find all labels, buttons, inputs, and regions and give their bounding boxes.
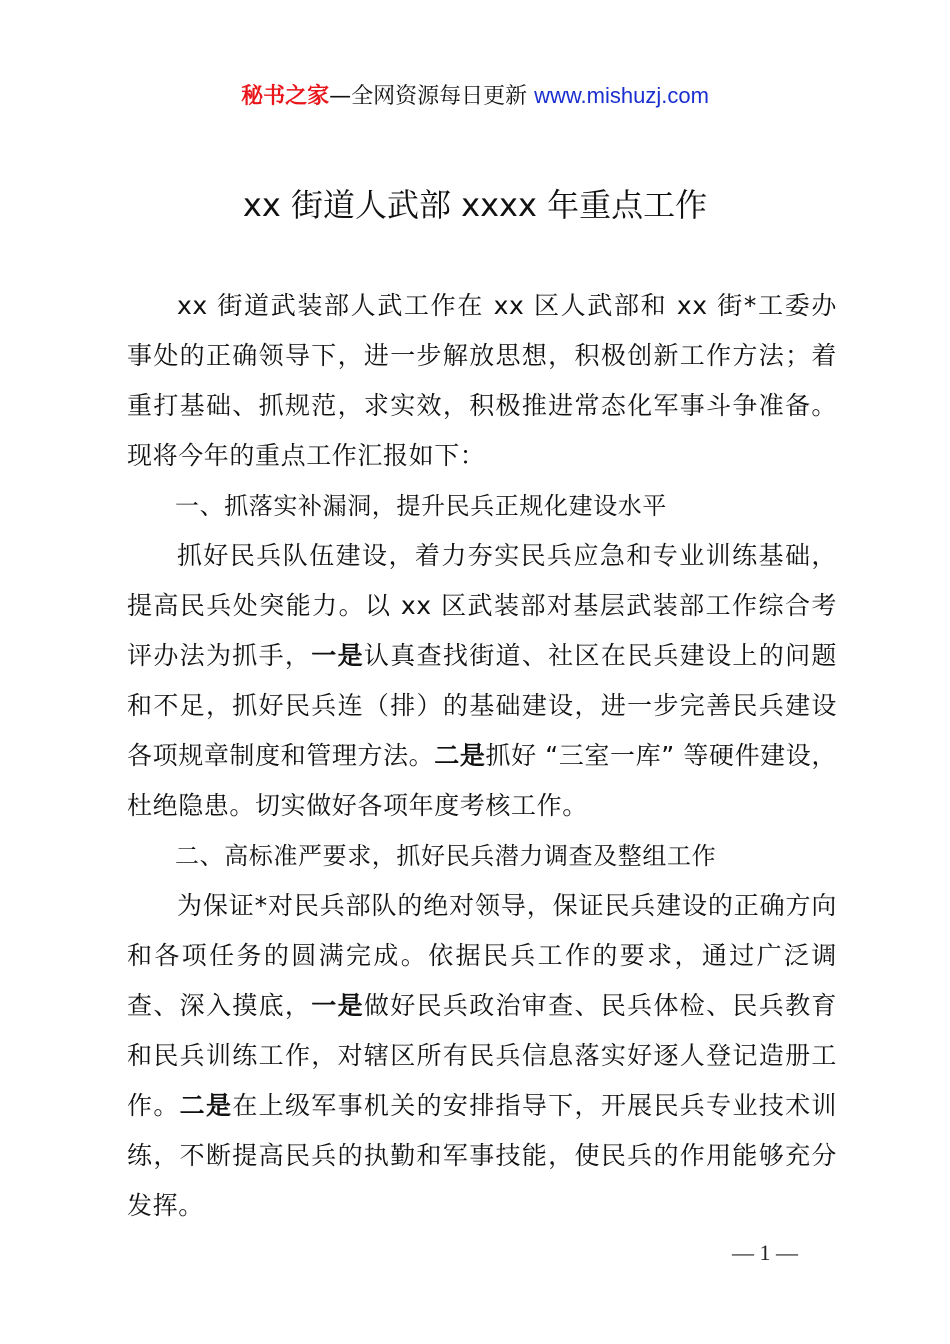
- section-1-text-part-2: 认真查找街道、社区在民兵建设上的问题和不足，抓好民兵连（排）的基础建设，进一步完善民兵建设各项规章制度和管理方法。: [127, 641, 838, 770]
- section-1-bold-2: 二是: [434, 741, 486, 770]
- header-banner: [0, 80, 950, 113]
- site-url-link[interactable]: www.mishuzj.com: [534, 83, 709, 108]
- section-2-text-part-1: 为保证*对民兵部队的绝对领导，保证民兵建设的正确方向和各项任务的圆满完成。依据民兵工作的要求，通过广泛调查、深入摸底，: [127, 891, 837, 1020]
- section-2-text-part-3: 在上级军事机关的安排指导下，开展民兵专业技术训练，不断提高民兵的执勤和军事技能，使民兵的作用能够充分发挥。: [127, 1091, 838, 1220]
- section-1-heading: 一、抓落实补漏洞，提升民兵正规化建设水平: [175, 492, 667, 520]
- section-1-text-part-3: 抓好 “三室一库” 等硬件建设，杜绝隐患。切实做好各项年度考核工作。: [127, 741, 837, 820]
- section-2-bold-2: 二是: [179, 1091, 233, 1120]
- section-2-bold-1: 一是: [311, 991, 364, 1020]
- intro-paragraph: xx 街道武装部人武工作在 xx 区人武部和 xx 街*工委办事处的正确领导下，进一步解放思想，积极创新工作方法；着重打基础、抓规范，求实效，积极推进常态化军事斗争准备。现将今年的重点工作汇报如下：: [127, 291, 837, 470]
- section-2-heading: 二、高标准严要求，抓好民兵潜力调查及整组工作: [175, 842, 717, 870]
- document-body: [127, 281, 837, 1231]
- section-2-paragraph: [127, 881, 837, 1231]
- document-title: xx 街道人武部 xxxx 年重点工作: [242, 186, 708, 224]
- section-1-text-part-1: 抓好民兵队伍建设，着力夯实民兵应急和专业训练基础，提高民兵处突能力。以 xx 区武装部对基层武装部工作综合考评办法为抓手，: [127, 541, 837, 670]
- section-2-text-part-2: 做好民兵政治审查、民兵体检、民兵教育和民兵训练工作，对辖区所有民兵信息落实好逐人登记造册工作。: [127, 991, 838, 1120]
- header-slogan: —全网资源每日更新: [329, 84, 535, 109]
- section-1-bold-1: 一是: [311, 641, 364, 670]
- section-1-paragraph: [127, 531, 837, 831]
- page-number: — 1 —: [732, 1240, 798, 1265]
- brand-name: 秘书之家: [241, 84, 330, 109]
